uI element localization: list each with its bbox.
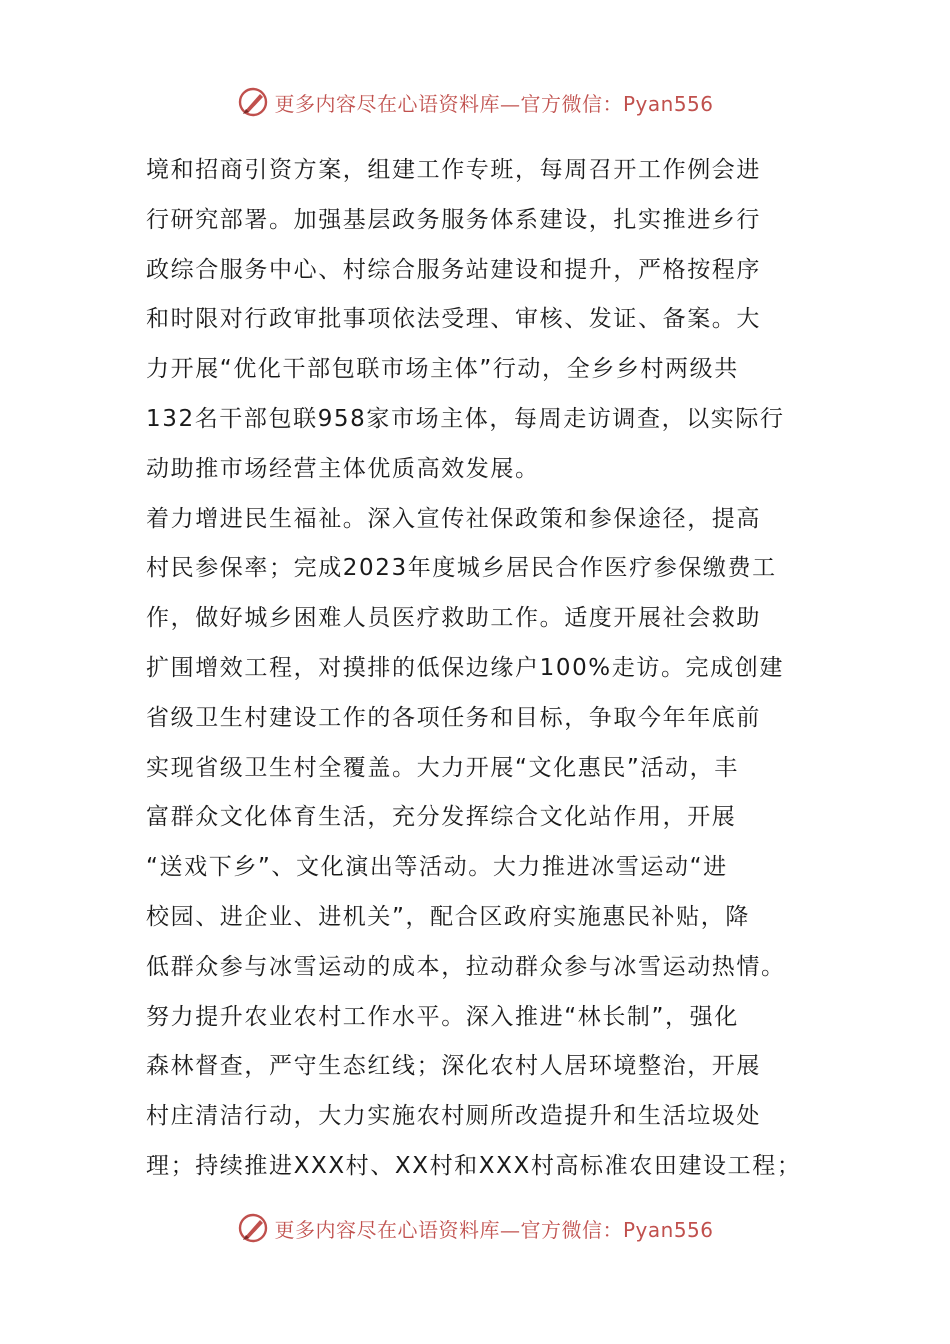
- text-line: 森林督查，严守生态红线；深化农村人居环境整治，开展: [146, 1053, 761, 1080]
- text-line: 境和招商引资方案，组建工作专班，每周召开工作例会进: [146, 157, 761, 183]
- text-line: 政综合服务中心、村综合服务站建设和提升，严格按程序: [146, 256, 761, 283]
- text-line: 村民参保率；完成2023年度城乡居民合作医疗参保缴费工: [146, 555, 777, 582]
- text-line: 理；持续推进XXX村、XX村和XXX村高标准农田建设工程；: [146, 1152, 802, 1179]
- pen-circle-icon: [236, 1211, 270, 1245]
- footer-watermark: [0, 1208, 950, 1248]
- text-line: 行研究部署。加强基层政务服务体系建设，扎实推进乡行: [146, 206, 761, 233]
- text-line: 作，做好城乡困难人员医疗救助工作。适度开展社会救助: [146, 605, 761, 632]
- text-line: 着力增进民生福祉。深入宣传社保政策和参保途径，提高: [146, 505, 761, 532]
- text-line: 132名干部包联958家市场主体，每周走访调查，以实际行: [146, 405, 785, 432]
- text-line: 和时限对行政审批事项依法受理、审核、发证、备案。大: [146, 306, 761, 333]
- text-line: 省级卫生村建设工作的各项任务和目标，争取今年年底前: [146, 704, 761, 731]
- text-line: 富群众文化体育生活，充分发挥综合文化站作用，开展: [146, 804, 737, 831]
- text-line: “送戏下乡”、文化演出等活动。大力推进冰雪运动“进: [146, 854, 728, 881]
- text-line: 校园、进企业、进机关”，配合区政府实施惠民补贴，降: [146, 903, 750, 930]
- text-line: 动助推市场经营主体优质高效发展。: [146, 455, 540, 482]
- watermark-text: 更多内容尽在心语资料库—官方微信：Pyan556: [274, 1217, 714, 1242]
- document-body: [146, 146, 810, 1192]
- text-line: 村庄清洁行动，大力实施农村厕所改造提升和生活垃圾处: [146, 1103, 761, 1130]
- header-watermark: [0, 82, 950, 122]
- text-line: 扩围增效工程，对摸排的低保边缘户100%走访。完成创建: [146, 654, 784, 681]
- watermark-text: 更多内容尽在心语资料库—官方微信：Pyan556: [274, 91, 714, 116]
- text-line: 努力提升农业农村工作水平。深入推进“林长制”，强化: [146, 1003, 739, 1030]
- text-line: 低群众参与冰雪运动的成本，拉动群众参与冰雪运动热情。: [146, 953, 786, 980]
- text-line: 力开展“优化干部包联市场主体”行动，全乡乡村两级共: [146, 356, 739, 383]
- pen-circle-icon: [236, 85, 270, 119]
- text-line: 实现省级卫生村全覆盖。大力开展“文化惠民”活动，丰: [146, 754, 739, 781]
